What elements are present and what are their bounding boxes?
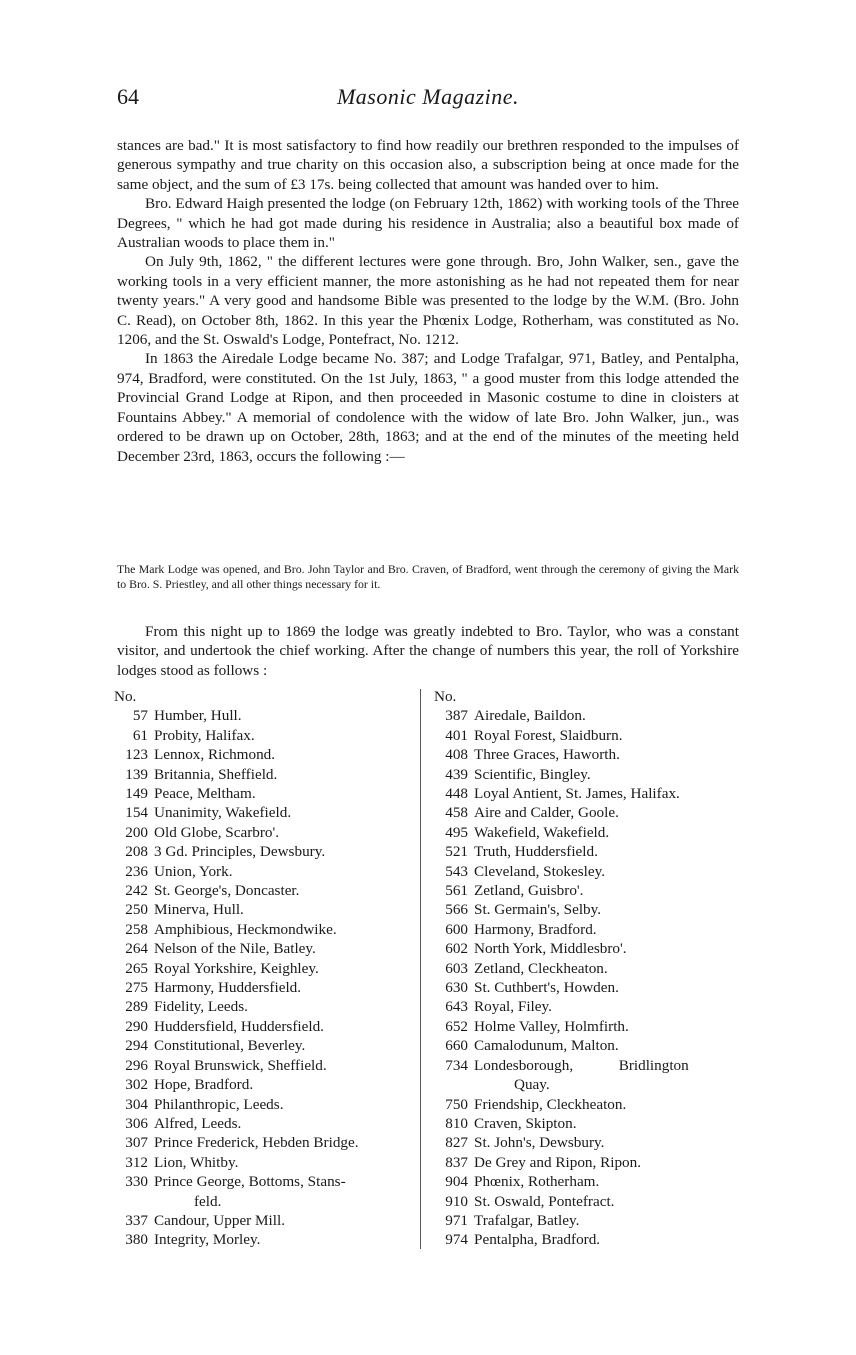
lodge-name (154, 1056, 414, 1075)
lodge-number: 660 (445, 1037, 468, 1055)
table-row (114, 1133, 414, 1152)
lodge-number: 561 (445, 882, 468, 900)
lodge-name (474, 978, 739, 997)
lodge-number: 543 (445, 862, 468, 880)
lodge-name (154, 706, 414, 725)
lodge-name-text: Huddersfield, Huddersfield. (154, 1017, 324, 1035)
lodge-name (474, 706, 739, 725)
lodge-name-text: Candour, Upper Mill. (154, 1211, 285, 1229)
lodge-name-text: Royal Yorkshire, Keighley. (154, 959, 319, 977)
lodge-number: 290 (125, 1017, 148, 1035)
column-header: No. (434, 688, 457, 705)
column-header: No. (114, 688, 137, 705)
lodge-number: 643 (445, 998, 468, 1016)
table-row (114, 939, 414, 958)
table-row (434, 1172, 739, 1191)
lodge-name-text: St. John's, Dewsbury. (474, 1134, 605, 1152)
lodge-name-text: Loyal Antient, St. James, Halifax. (474, 785, 680, 803)
lodge-name-text: Prince Frederick, Hebden Bridge. (154, 1134, 359, 1152)
lodge-number: 200 (125, 823, 148, 841)
lodge-name (474, 765, 739, 784)
lodge-name-text: Union, York. (154, 862, 233, 880)
lodge-name-text: Wakefield, Wakefield. (474, 823, 610, 841)
lodge-name (154, 978, 414, 997)
lodge-name-text: De Grey and Ripon, Ripon. (474, 1153, 642, 1171)
lodge-name-text: St. Cuthbert's, Howden. (474, 979, 619, 997)
lodge-name (474, 803, 739, 822)
table-row (114, 1114, 414, 1133)
table-row (434, 823, 739, 842)
table-row (434, 1211, 739, 1230)
table-row (114, 745, 414, 764)
lodge-number: 387 (445, 707, 468, 725)
lodge-number: 630 (445, 979, 468, 997)
lodge-name-text: Alfred, Leeds. (154, 1114, 242, 1132)
column-divider (420, 689, 421, 1249)
lodge-number: 337 (125, 1211, 148, 1229)
table-row (114, 842, 414, 861)
table-row (114, 1230, 414, 1249)
lodge-name-text: St. Germain's, Selby. (474, 901, 602, 919)
page-number: 64 (117, 84, 139, 109)
lodge-name-text: Royal, Filey. (474, 998, 552, 1016)
lodge-number: 827 (445, 1134, 468, 1152)
lodge-name-text: Cleveland, Stokesley. (474, 862, 606, 880)
lodge-name-text: Old Globe, Scarbro'. (154, 823, 280, 841)
table-row (434, 939, 739, 958)
lodge-number: 275 (125, 979, 148, 997)
table-row (114, 784, 414, 803)
table-row (434, 1114, 739, 1133)
lodge-name (154, 823, 414, 842)
table-row (114, 1095, 414, 1114)
lodge-name-text: Amphibious, Heckmondwike. (154, 920, 337, 938)
table-row (114, 765, 414, 784)
lodge-name-text: Three Graces, Haworth. (474, 746, 620, 764)
lodge-name (154, 881, 414, 900)
lodge-number: 57 (132, 707, 148, 725)
lodge-name-text: Constitutional, Beverley. (154, 1037, 306, 1055)
lodge-name-text: Camalodunum, Malton. (474, 1037, 619, 1055)
lodge-number: 603 (445, 959, 468, 977)
lodge-number: 289 (125, 998, 148, 1016)
lodge-number: 904 (445, 1173, 468, 1191)
lodge-column-left (114, 687, 414, 1250)
lodge-name (474, 726, 739, 745)
table-row (434, 842, 739, 861)
lodge-name (474, 1230, 739, 1249)
lodge-name-text: Craven, Skipton. (474, 1114, 577, 1132)
lodge-roll-table (114, 687, 739, 1267)
lodge-name (154, 784, 414, 803)
table-row (434, 765, 739, 784)
lodge-name-text: Zetland, Guisbro'. (474, 882, 584, 900)
lodge-number: 600 (445, 920, 468, 938)
lodge-name (154, 900, 414, 919)
lodge-number: 495 (445, 823, 468, 841)
lodge-number: 306 (125, 1114, 148, 1132)
lodge-name-text: 3 Gd. Principles, Dewsbury. (154, 843, 326, 861)
lodge-name (154, 1114, 414, 1133)
lodge-name (474, 900, 739, 919)
lodge-name (474, 784, 739, 803)
lodge-number: 448 (445, 785, 468, 803)
lodge-name-text: Britannia, Sheffield. (154, 765, 278, 783)
lodge-name (154, 1075, 414, 1094)
table-row (434, 1036, 739, 1055)
table-row (114, 726, 414, 745)
article-body (117, 136, 739, 466)
lodge-number: 974 (445, 1231, 468, 1249)
lodge-number: 307 (125, 1134, 148, 1152)
lodge-name-text: Fidelity, Leeds. (154, 998, 248, 1016)
lodge-name-text: Holme Valley, Holmfirth. (474, 1017, 629, 1035)
lodge-number: 123 (125, 746, 148, 764)
lodge-number: 652 (445, 1017, 468, 1035)
lodge-name (154, 997, 414, 1016)
lodge-name-text: Airedale, Baildon. (474, 707, 586, 725)
table-row (114, 1211, 414, 1230)
table-row (114, 978, 414, 997)
lodge-name (154, 1230, 414, 1249)
lodge-number: 139 (125, 765, 148, 783)
table-row (114, 900, 414, 919)
lodge-name-text: Peace, Meltham. (154, 785, 256, 803)
table-row (434, 1153, 739, 1172)
paragraph: On July 9th, 1862, " the different lectures were gone through. Bro, John Walker, sen., gave the working tools in a very efficient manner, the more astonishing as he had not repeated them for near twenty years." A very good and handsome Bible was presented to the lodge by the W.M. (Bro. John C. Read), on October 8th, 1862. In this year the Phœnix Lodge, Rotherham, was constituted as No. 1206, and the St. Oswald's Lodge, Pontefract, No. 1212. (117, 253, 739, 349)
lodge-number: 521 (445, 843, 468, 861)
lodge-name (474, 1114, 739, 1133)
lodge-name-text: Pentalpha, Bradford. (474, 1231, 601, 1249)
lodge-name-text: Londesborough, Bridlington (474, 1056, 689, 1074)
lodge-number: 302 (125, 1076, 148, 1094)
lodge-number: 61 (132, 726, 148, 744)
table-row (434, 978, 739, 997)
table-row (114, 1036, 414, 1055)
table-row (114, 1075, 414, 1094)
lodge-name (474, 823, 739, 842)
lodge-name-text: North York, Middlesbro'. (474, 940, 627, 958)
lodge-name-text: Minerva, Hull. (154, 901, 244, 919)
lodge-number: 250 (125, 901, 148, 919)
table-row (434, 803, 739, 822)
table-row (114, 1153, 414, 1172)
table-row (434, 784, 739, 803)
lodge-number: 810 (445, 1114, 468, 1132)
table-row (434, 1230, 739, 1249)
lodge-number: 837 (445, 1153, 468, 1171)
lodge-number: 458 (445, 804, 468, 822)
lodge-name-text: Zetland, Cleckheaton. (474, 959, 608, 977)
table-row (114, 862, 414, 881)
lodge-name (474, 1036, 739, 1055)
lodge-name-text: Humber, Hull. (154, 707, 242, 725)
lodge-number: 750 (445, 1095, 468, 1113)
block-quote: The Mark Lodge was opened, and Bro. John Taylor and Bro. Craven, of Bradford, went through the ceremony of giving the Mark to Bro. S. Priestley, and all other things necessary for it. (117, 562, 739, 591)
lodge-number: 380 (125, 1231, 148, 1249)
lodge-name (474, 1133, 739, 1152)
lodge-name-text: Integrity, Morley. (154, 1231, 261, 1249)
lodge-number: 304 (125, 1095, 148, 1113)
table-row (114, 1056, 414, 1075)
table-row (114, 823, 414, 842)
lodge-number: 154 (125, 804, 148, 822)
lodge-name-text: Aire and Calder, Goole. (474, 804, 619, 822)
lodge-name (474, 1056, 739, 1095)
lodge-number: 330 (125, 1173, 148, 1191)
table-row (434, 745, 739, 764)
lodge-number: 236 (125, 862, 148, 880)
table-row (434, 726, 739, 745)
lodge-name (154, 939, 414, 958)
lodge-name-text: St. Oswald, Pontefract. (474, 1192, 615, 1210)
lodge-name-text: Lennox, Richmond. (154, 746, 276, 764)
lodge-name (154, 1153, 414, 1172)
lodge-name (474, 842, 739, 861)
paragraph: In 1863 the Airedale Lodge became No. 387; and Lodge Trafalgar, 971, Batley, and Pentalpha, 974, Bradford, were constituted. On the 1st July, 1863, " a good muster from this lodge attended the Provincial Grand Lodge at Ripon, and then proceeded in Masonic costume to dine in cloisters at Fountains Abbey." A memorial of condolence with the widow of late Bro. John Walker, jun., was ordered to be drawn up on October, 28th, 1863; and at the end of the minutes of the meeting held December 23rd, 1863, occurs the following :— (117, 350, 739, 465)
lodge-name-text: Probity, Halifax. (154, 726, 255, 744)
lodge-name (154, 1095, 414, 1114)
table-row (114, 881, 414, 900)
table-row (434, 1056, 739, 1095)
lodge-name (154, 1172, 414, 1211)
table-row (434, 1095, 739, 1114)
lodge-name (154, 920, 414, 939)
lodge-number: 971 (445, 1211, 468, 1229)
table-row (114, 1172, 414, 1211)
paragraph: stances are bad." It is most satisfactory to find how readily our brethren responded to the impulses of generous sympathy and true charity on this occasion also, a subscription being at once made for the same object, and the sum of £3 17s. being collected that amount was handed over to him. (117, 137, 739, 193)
lodge-name-text: Harmony, Bradford. (474, 920, 597, 938)
lodge-number: 408 (445, 746, 468, 764)
table-row (434, 920, 739, 939)
lodge-name (474, 862, 739, 881)
lodge-name-text: Lion, Whitby. (154, 1153, 239, 1171)
table-row (114, 997, 414, 1016)
lodge-name (474, 881, 739, 900)
lodge-name-text: Philanthropic, Leeds. (154, 1095, 284, 1113)
lodge-name-text: Harmony, Huddersfield. (154, 979, 302, 997)
lodge-name-text: Trafalgar, Batley. (474, 1211, 580, 1229)
lodge-number: 208 (125, 843, 148, 861)
lodge-name-text: Prince George, Bottoms, Stans- (154, 1173, 346, 1191)
lodge-name-continuation: Quay. (514, 1076, 550, 1094)
table-row (434, 959, 739, 978)
lodge-name (154, 765, 414, 784)
lodge-name (154, 959, 414, 978)
lodge-number: 294 (125, 1037, 148, 1055)
paragraph: Bro. Edward Haigh presented the lodge (on February 12th, 1862) with working tools of the Three Degrees, " which he had got made during his residence in Australia; also a beautiful box made of Australian woods to place them in." (117, 195, 739, 252)
lodge-number: 401 (445, 726, 468, 744)
table-row (114, 920, 414, 939)
lodge-name (154, 1211, 414, 1230)
lodge-number: 910 (445, 1192, 468, 1210)
lodge-number: 312 (125, 1153, 148, 1171)
lodge-name (154, 803, 414, 822)
lodge-number: 734 (445, 1056, 468, 1074)
lodge-name (154, 862, 414, 881)
table-row (434, 706, 739, 725)
lodge-name-continuation: feld. (194, 1192, 222, 1210)
lodge-number: 566 (445, 901, 468, 919)
lodge-name (474, 1172, 739, 1191)
table-row (114, 706, 414, 725)
page-header (117, 84, 739, 118)
lodge-name-text: Scientific, Bingley. (474, 765, 591, 783)
lodge-name-text: Nelson of the Nile, Batley. (154, 940, 316, 958)
paragraph: From this night up to 1869 the lodge was greatly indebted to Bro. Taylor, who was a constant visitor, and undertook the chief working. After the change of numbers this year, the roll of Yorkshire lodges stood as follows : (117, 623, 739, 679)
lodge-name (154, 842, 414, 861)
lodge-name (474, 1153, 739, 1172)
lodge-name-text: Hope, Bradford. (154, 1076, 254, 1094)
lodge-name-text: Phœnix, Rotherham. (474, 1173, 600, 1191)
lodge-name-text: Truth, Huddersfield. (474, 843, 598, 861)
lodge-number: 296 (125, 1056, 148, 1074)
table-row (114, 1017, 414, 1036)
lodge-number: 149 (125, 785, 148, 803)
table-row (114, 959, 414, 978)
lodge-column-right (434, 687, 739, 1250)
lodge-name (474, 1192, 739, 1211)
table-row (434, 1192, 739, 1211)
table-row (434, 1017, 739, 1036)
lodge-number: 265 (125, 959, 148, 977)
lodge-name (474, 959, 739, 978)
lodge-name (474, 1211, 739, 1230)
table-row (434, 900, 739, 919)
lodge-name (474, 1095, 739, 1114)
lodge-name (474, 745, 739, 764)
lodge-name-text: Royal Brunswick, Sheffield. (154, 1056, 327, 1074)
lodge-number: 439 (445, 765, 468, 783)
table-row (114, 803, 414, 822)
table-row (434, 862, 739, 881)
lodge-name (154, 726, 414, 745)
lodge-name (474, 997, 739, 1016)
lodge-name-text: Unanimity, Wakefield. (154, 804, 292, 822)
lodge-name-text: Royal Forest, Slaidburn. (474, 726, 623, 744)
lodge-name (474, 939, 739, 958)
table-row (434, 1133, 739, 1152)
lodge-name (154, 745, 414, 764)
table-row (434, 997, 739, 1016)
lodge-name-text: St. George's, Doncaster. (154, 882, 300, 900)
lodge-name-text: Friendship, Cleckheaton. (474, 1095, 627, 1113)
lodge-name (154, 1133, 414, 1152)
lodge-number: 264 (125, 940, 148, 958)
running-title: Masonic Magazine. (336, 84, 520, 109)
lodge-number: 602 (445, 940, 468, 958)
lodge-name (154, 1017, 414, 1036)
lodge-name (154, 1036, 414, 1055)
table-row (434, 881, 739, 900)
lodge-number: 258 (125, 920, 148, 938)
lodge-name (474, 920, 739, 939)
lodge-name (474, 1017, 739, 1036)
lodge-number: 242 (125, 882, 148, 900)
